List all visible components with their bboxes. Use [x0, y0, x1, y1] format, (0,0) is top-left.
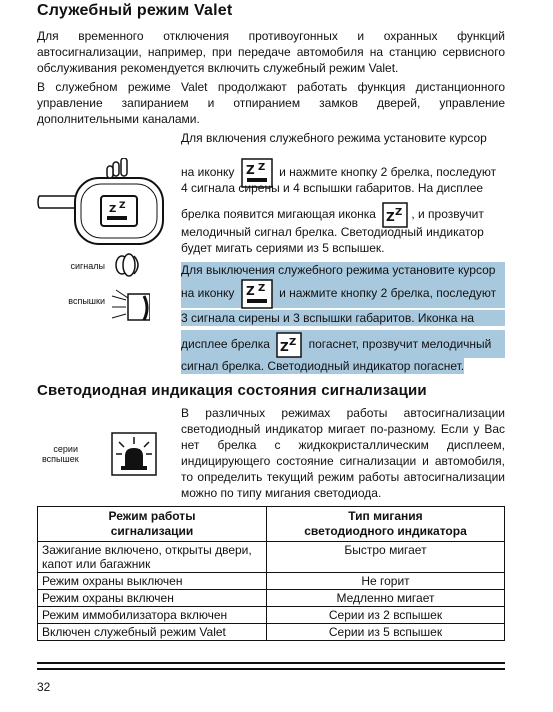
keyfob-figure	[37, 158, 167, 248]
table-row	[38, 542, 505, 573]
table-cell-blink: Серии из 5 вспышек	[267, 624, 505, 641]
led-modes-table	[37, 506, 505, 641]
table-header-row	[38, 507, 505, 542]
siren-icon	[110, 252, 144, 278]
series-label-l2: вспышек	[42, 454, 79, 464]
table-cell-mode: Включен служебный режим Valet	[38, 624, 267, 641]
svg-text:Z: Z	[119, 201, 126, 211]
disable-line-2b: и нажмите кнопку 2 брелка, последуют	[279, 286, 497, 300]
disable-line-4a: дисплее брелка	[181, 337, 270, 351]
footer-rule-bottom	[37, 668, 505, 670]
table-row	[38, 607, 505, 624]
signals-label: сигналы	[70, 261, 105, 271]
page-number: 32	[37, 680, 51, 694]
disable-line-4b: погаснет, прозвучит мелодичный	[308, 337, 492, 351]
table-cell-mode: Режим охраны выключен	[38, 573, 267, 590]
section-heading-valet: Служебный режим Valet	[37, 2, 233, 19]
svg-text:Z: Z	[257, 162, 266, 173]
svg-text:Z: Z	[280, 339, 289, 354]
svg-text:Z: Z	[386, 210, 396, 224]
series-flashes-label	[42, 444, 78, 464]
disable-line-3: 3 сигнала сирены и 3 вспышки габаритов. Иконка на	[181, 310, 505, 326]
table-row	[38, 624, 505, 641]
flashes-label: вспышки	[68, 296, 105, 306]
disable-line-2a: на иконку	[181, 286, 235, 300]
paragraph-led: В различных режимах работы автосигнализации светодиодный индикатор мигает по-разному. Если у Вас нет брелка с жидкокристаллическим дисплеем, индицирующего состояние сигнализации и автомобиля, то определить текущий режим работы автосигнализации можно по типу мигания светодиода.	[181, 406, 505, 500]
zz-icon	[276, 332, 302, 358]
svg-text:Z: Z	[245, 283, 255, 298]
enable-line-4b: , и прозвучит	[411, 207, 484, 222]
disable-line-1: Для выключения служебного режима установите курсор	[181, 262, 505, 278]
disable-line-2	[181, 278, 505, 308]
table-cell-blink: Серии из 2 вспышек	[267, 607, 505, 624]
table-cell-blink: Медленно мигает	[267, 590, 505, 607]
enable-line-6: будет мигать сериями из 5 вспышек.	[181, 241, 385, 255]
section-heading-led: Светодиодная индикация состояния сигнализации	[37, 382, 427, 399]
enable-line-4a: брелка появится мигающая иконка	[181, 207, 376, 222]
header-mode-l1: Режим работы	[108, 509, 196, 523]
header-blink-l2: светодиодного индикатора	[304, 524, 467, 538]
valet-zz-wrench-icon	[241, 279, 273, 309]
disable-line-5: сигнал брелка. Светодиодный индикатор погаснет.	[181, 359, 465, 373]
table-header-mode	[38, 507, 267, 542]
beacon-light-icon	[111, 432, 157, 476]
enable-line-5: мелодичный сигнал брелка. Светодиодный индикатор	[181, 225, 484, 239]
table-cell-mode: Зажигание включено, открыты двери, капот или багажник	[38, 542, 267, 573]
header-blink-l1: Тип мигания	[348, 509, 423, 523]
table-row	[38, 590, 505, 607]
svg-text:Z: Z	[245, 163, 255, 177]
svg-text:Z: Z	[395, 207, 403, 218]
table-cell-mode: Режим охраны включен	[38, 590, 267, 607]
header-mode-l2: сигнализации	[110, 524, 194, 538]
table-cell-mode: Режим иммобилизатора включен	[38, 607, 267, 624]
table-cell-blink: Быстро мигает	[267, 542, 505, 573]
paragraph-intro: Для временного отключения противоугонных и охранных функций автосигнализации, например, при передаче автомобиля на станцию сервисного обслуживания рекомендуется включить служебный режим Valet.	[37, 29, 505, 75]
enable-line-3: 4 сигнала сирены и 4 вспышки габаритов. На дисплее	[181, 181, 484, 195]
table-cell-blink: Не горит	[267, 573, 505, 590]
svg-text:Z: Z	[289, 336, 297, 348]
table-header-blink	[267, 507, 505, 542]
series-label-l1: серии	[53, 444, 78, 454]
hand-pointer-icon	[107, 158, 127, 178]
table-row	[38, 573, 505, 590]
enable-line-2b: и нажмите кнопку 2 брелка, последуют	[279, 165, 497, 180]
svg-text:Z: Z	[257, 282, 266, 294]
svg-text:Z: Z	[109, 204, 117, 215]
footer-rule-top	[37, 662, 505, 664]
flash-icon	[110, 288, 150, 322]
paragraph-valet-functions: В служебном режиме Valet продолжают работать функция дистанционного управление запиранием и отпиранием замков дверей, управление дополнительными каналами.	[37, 80, 505, 126]
enable-line-2a: на иконку	[181, 165, 235, 180]
disable-line-4	[181, 330, 505, 358]
enable-line-1: Для включения служебного режима установите курсор	[181, 131, 487, 145]
